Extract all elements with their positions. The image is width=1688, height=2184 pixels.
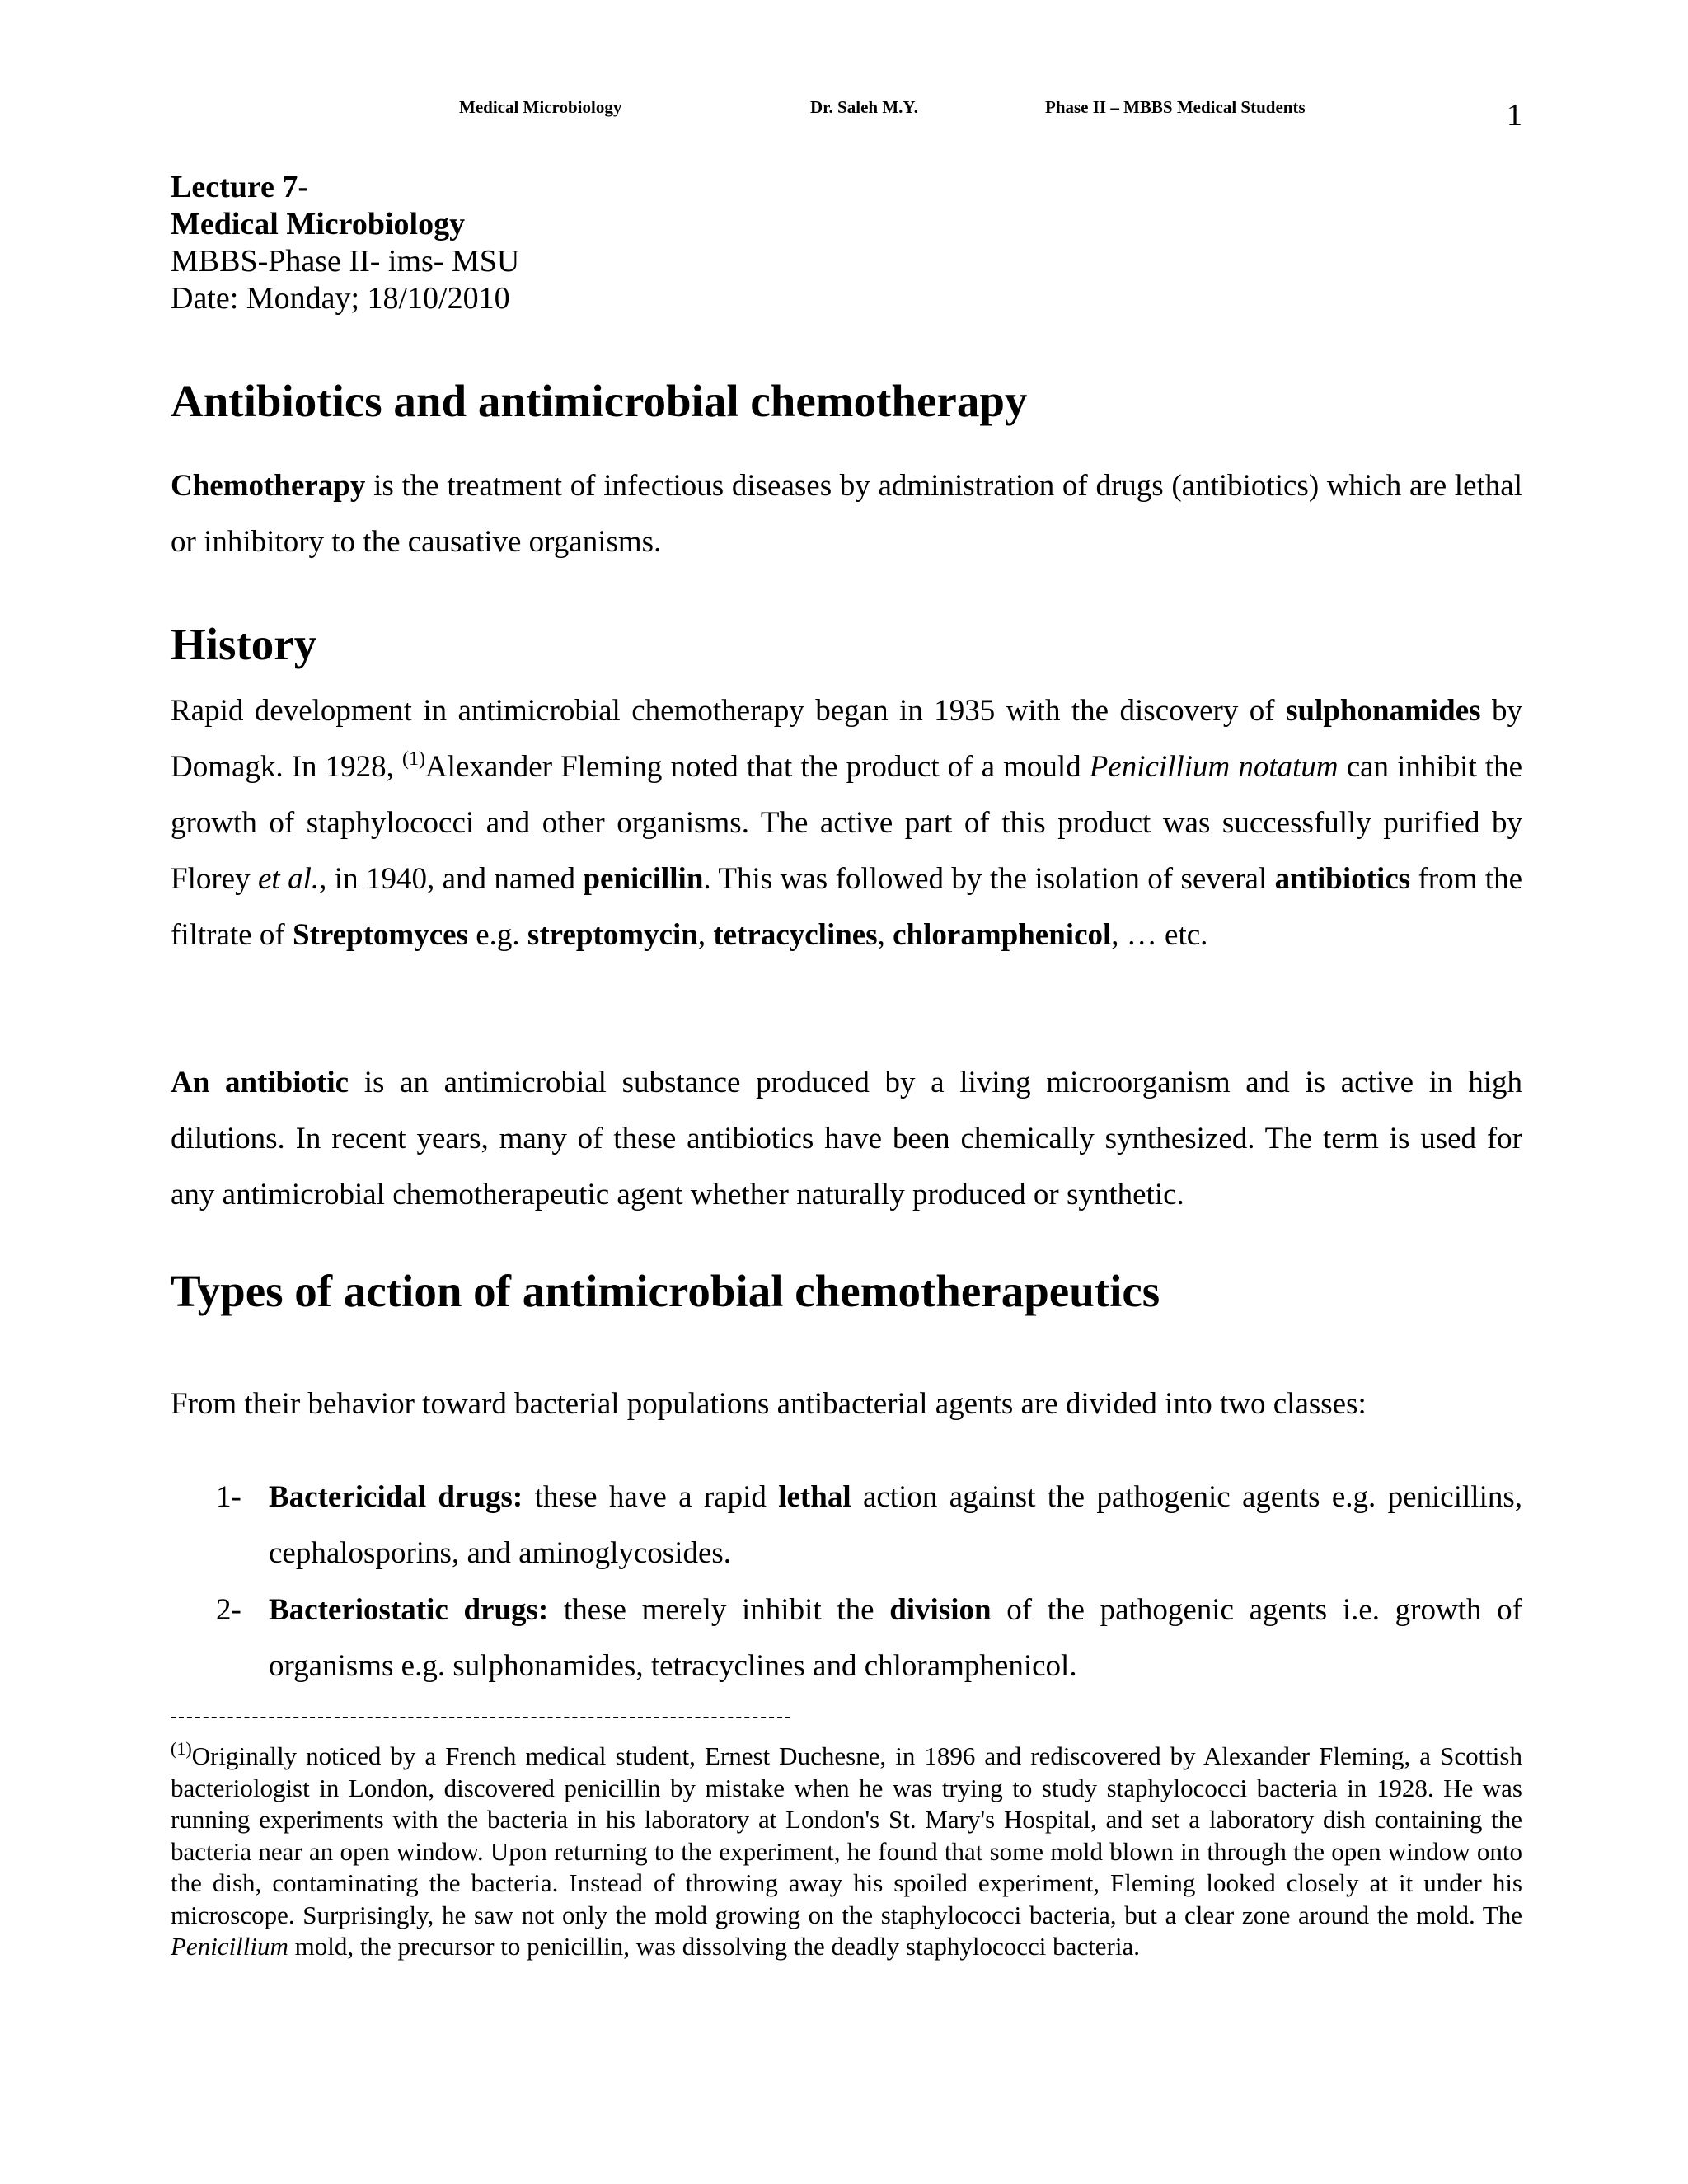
list-text-1: these merely inhibit the (548, 1593, 890, 1627)
list-text-1: these have a rapid (523, 1480, 779, 1514)
list-term: Bactericidal drugs: (269, 1480, 523, 1514)
list-number: 2- (216, 1593, 241, 1627)
list-item-bactericidal (216, 1469, 1522, 1582)
header-author: Dr. Saleh M.Y. (810, 97, 918, 117)
lecture-date: Date: Monday; 18/10/2010 (171, 281, 510, 316)
history-paragraph (171, 683, 1522, 963)
antibiotic-text: is an antimicrobial substance produced by a living microorganism and is active in high dilutions. In recent years, many of these antibiotics have been chemically synthesized. The term is used for any antimicrobial chemotherapeutic agent whether naturally produced or synthetic. (171, 1066, 1523, 1212)
chemotherapy-term: Chemotherapy (171, 469, 366, 503)
footnote-divider (171, 1717, 790, 1718)
history-text-1: Rapid development in antimicrobial chemotherapy began in 1935 with the discovery of (171, 694, 1287, 728)
footnote-reference: (1) (401, 748, 425, 770)
history-et-al: et al., (258, 862, 327, 896)
history-heading: History (171, 619, 317, 669)
list-bold-word: lethal (778, 1480, 851, 1514)
history-text-11: , … etc. (1111, 918, 1208, 952)
footnote-penicillium: Penicillium (171, 1932, 288, 1961)
history-text-7: from the filtrate of (171, 862, 1523, 952)
history-text-8: e.g. (467, 918, 528, 952)
history-text-2: by Domagk. In 1928, (171, 694, 1522, 784)
types-heading: Types of action of antimicrobial chemotherapeutics (171, 1266, 1160, 1316)
types-intro: From their behavior toward bacterial populations antibacterial agents are divided into two classes: (171, 1387, 1367, 1421)
history-text-5: in 1940, and named (326, 862, 584, 896)
list-text-2: of the pathogenic agents i.e. growth of organisms e.g. sulphonamides, tetracyclines and chloramphenicol. (269, 1593, 1522, 1683)
chemotherapy-paragraph (171, 458, 1522, 570)
history-penicillium-notatum: Penicillium notatum (1089, 750, 1339, 784)
history-text-4: can inhibit the growth of staphylococci and other organisms. The active part of this product was successfully purified by Florey (171, 750, 1522, 896)
header-audience: Phase II – MBBS Medical Students (1045, 97, 1306, 117)
history-text-9: , (697, 918, 714, 952)
history-text-3: Alexander Fleming noted that the product of a mould (424, 750, 1090, 784)
lecture-info (171, 169, 519, 317)
history-sulphonamides: sulphonamides (1286, 694, 1481, 728)
header-course: Medical Microbiology (459, 97, 622, 117)
list-number: 1- (216, 1480, 241, 1514)
footnote (171, 1738, 1522, 1963)
page-number: 1 (1507, 98, 1522, 133)
list-bold-word: division (889, 1593, 992, 1627)
lecture-number: Lecture 7- (171, 170, 309, 204)
chemotherapy-text: is the treatment of infectious diseases by administration of drugs (antibiotics) which are lethal or inhibitory to the causative organisms. (171, 469, 1522, 559)
page-title: Antibiotics and antimicrobial chemotherapy (171, 376, 1028, 426)
list-item-bacteriostatic (216, 1582, 1522, 1694)
list-term: Bacteriostatic drugs: (269, 1593, 549, 1627)
antibiotic-term: An antibiotic (171, 1066, 349, 1099)
footnote-text-1: Originally noticed by a French medical student, Ernest Duchesne, in 1896 and rediscovered by Alexander Fleming, a Scottish bacteriologist in London, discovered penicillin by mistake when he was trying to study staphylococci bacteria in 1928. He was running experiments with the bacteria in his laboratory at London's St. Mary's Hospital, and set a laboratory dish containing the bacteria near an open window. Upon returning to the experiment, he found that some mold blown in through the open window onto the dish, contaminating the bacteria. Instead of throwing away his spoiled experiment, Fleming looked closely at it under his microscope. Surprisingly, he saw not only the mold growing on the staphylococci bacteria, but a clear zone around the mold. The (171, 1741, 1522, 1929)
lecture-subject: Medical Microbiology (171, 207, 466, 241)
history-text-10: , (877, 918, 893, 952)
history-chloramphenicol: chloramphenicol (893, 918, 1112, 952)
history-streptomycin: streptomycin (527, 918, 698, 952)
history-penicillin: penicillin (583, 862, 704, 896)
history-tetracyclines: tetracyclines (713, 918, 878, 952)
lecture-program: MBBS-Phase II- ims- MSU (171, 244, 520, 279)
history-text-6: . This was followed by the isolation of several (703, 862, 1275, 896)
footnote-text-2: mold, the precursor to penicillin, was dissolving the deadly staphylococci bacteria. (288, 1932, 1140, 1961)
history-antibiotics: antibiotics (1274, 862, 1411, 896)
history-streptomyces: Streptomyces (292, 918, 468, 952)
antibiotic-paragraph (171, 1055, 1522, 1223)
footnote-marker: (1) (171, 1738, 192, 1759)
list-text-2: action against the pathogenic agents e.g. penicillins, cephalosporins, and aminoglycosides. (269, 1480, 1522, 1570)
